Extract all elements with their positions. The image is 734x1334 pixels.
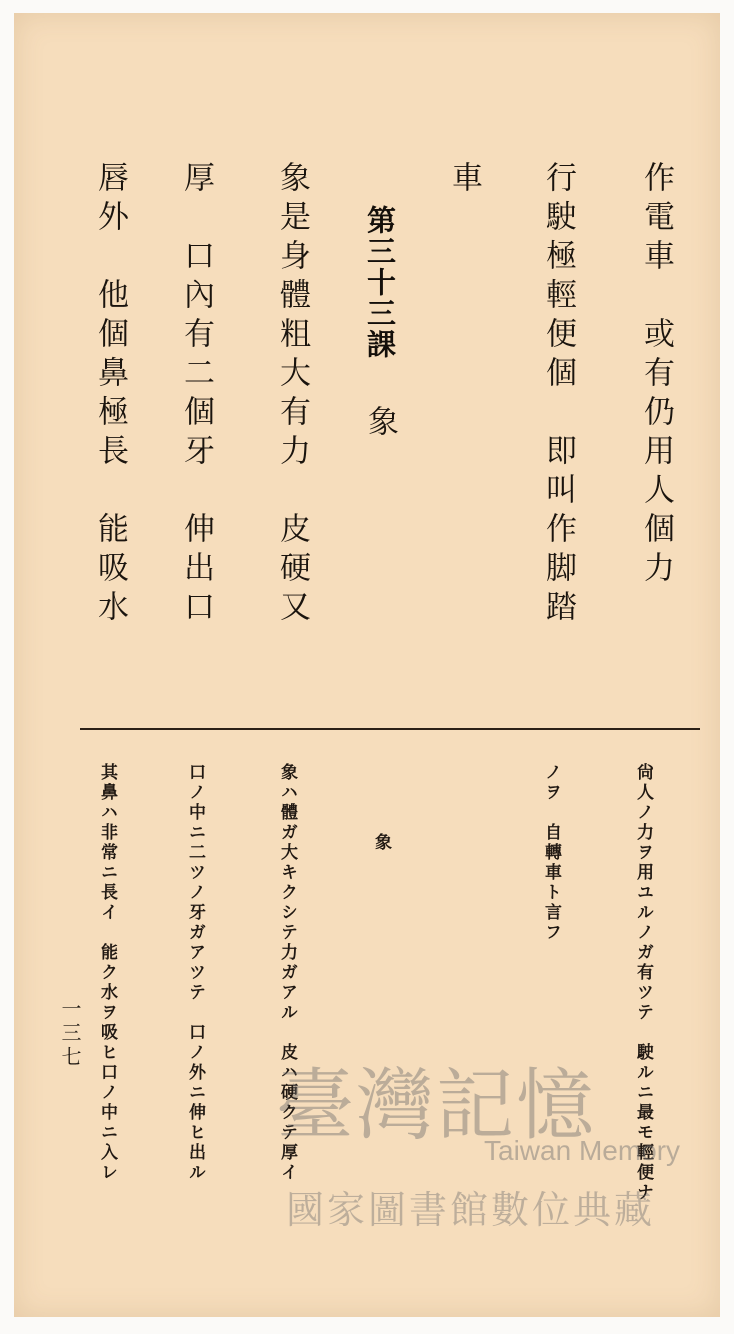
gloss-column-1: 尙人ノ力ヲ用ユルノガ有ツテ 駛ルニ最モ輕便ナ xyxy=(633,763,653,1203)
gloss-column-5: 口ノ中ニ二ツノ牙ガアツテ 口ノ外ニ伸ヒ出ル xyxy=(185,763,205,1183)
book-page xyxy=(14,13,720,1317)
text-column-6: 厚 口內有二個牙 伸出口 xyxy=(178,161,214,629)
gloss-column-3: 象 xyxy=(371,833,391,853)
text-column-5: 象是身體粗大有力 皮硬又 xyxy=(274,161,310,629)
gloss-column-6: 其鼻ハ非常ニ長イ 能ク水ヲ吸ヒ口ノ中ニ入レ xyxy=(97,763,117,1183)
watermark-logo: 臺灣記憶 xyxy=(276,1061,597,1151)
gloss-column-2: ノヲ 自轉車ト言フ xyxy=(541,763,561,943)
section-divider xyxy=(80,728,700,730)
gloss-column-4: 象ハ體ガ大キクシテ力ガアル 皮ハ硬クテ厚イ xyxy=(277,763,297,1183)
text-column-1: 作電車 或有仍用人個力 xyxy=(638,161,674,590)
lesson-title: 第三十三課 xyxy=(363,205,397,360)
text-column-2: 行駛極輕便個 即叫作脚踏 xyxy=(540,161,576,629)
lesson-topic: 象 xyxy=(362,405,398,444)
text-column-3: 車 xyxy=(446,161,482,200)
page-number: 一三七 xyxy=(58,998,82,1070)
watermark-subtitle: 國家圖書館數位典藏 xyxy=(286,1188,656,1232)
watermark-english: Taiwan Memory xyxy=(484,1135,681,1166)
text-column-7: 唇外 他個鼻極長 能吸水 xyxy=(92,161,128,629)
